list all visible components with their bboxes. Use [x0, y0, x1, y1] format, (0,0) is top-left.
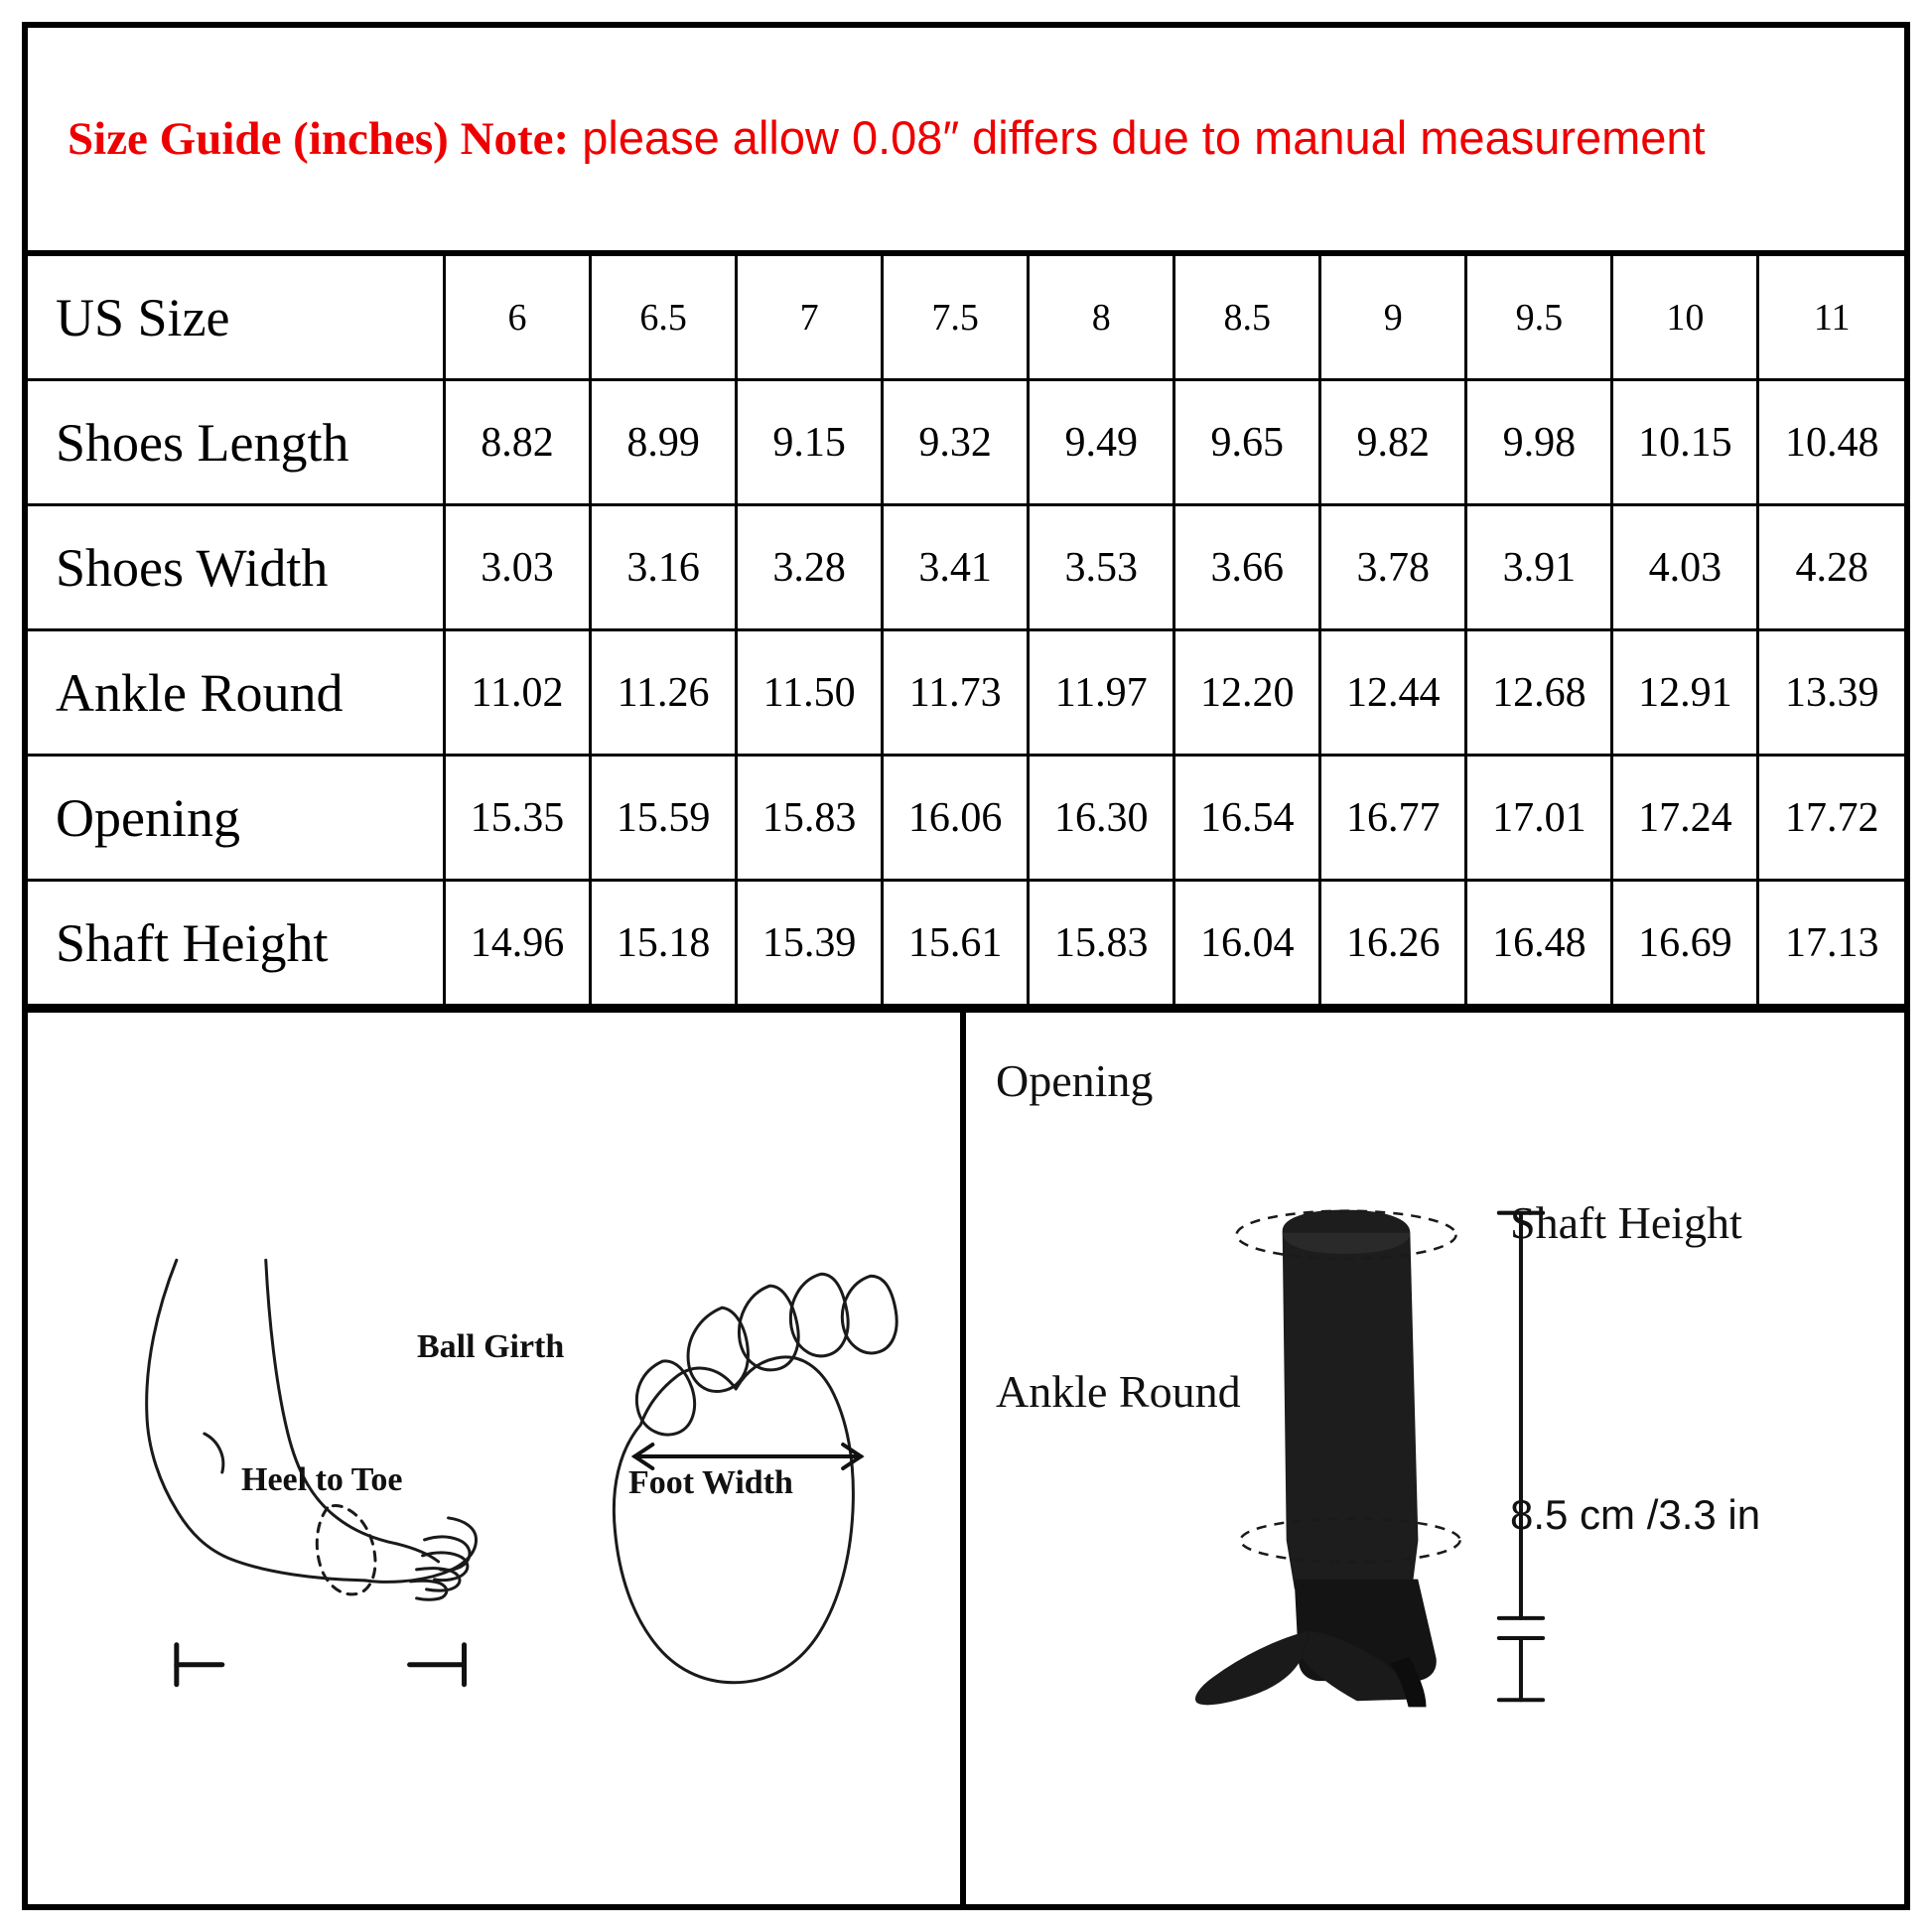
- note-text-container: [68, 110, 1706, 167]
- row-label-opening: Opening: [28, 756, 445, 881]
- boot-measurement-panel: [966, 1013, 1904, 1904]
- cell-opening-5: 16.30: [1029, 756, 1174, 881]
- size-col-5: 8: [1029, 256, 1174, 380]
- cell-opening-4: 16.06: [883, 756, 1029, 881]
- cell-ankle-round-4: 11.73: [883, 630, 1029, 756]
- size-table-body: [28, 256, 1904, 1006]
- cell-ankle-round-8: 12.68: [1466, 630, 1612, 756]
- cell-shaft-height-8: 16.48: [1466, 881, 1612, 1006]
- cell-shoes-width-9: 4.03: [1612, 505, 1758, 630]
- foot-measurement-panel: [28, 1013, 966, 1904]
- size-guide-note: [28, 28, 1904, 256]
- cell-opening-10: 17.72: [1758, 756, 1904, 881]
- table-header-row: [28, 256, 1904, 380]
- cell-shoes-width-10: 4.28: [1758, 505, 1904, 630]
- cell-shoes-length-10: 10.48: [1758, 380, 1904, 505]
- table-row: [28, 630, 1904, 756]
- cell-opening-2: 15.59: [591, 756, 737, 881]
- cell-ankle-round-1: 11.02: [445, 630, 591, 756]
- size-col-9: 10: [1612, 256, 1758, 380]
- foot-width-label: Foot Width: [628, 1464, 793, 1501]
- cell-ankle-round-6: 12.20: [1174, 630, 1320, 756]
- table-row: [28, 505, 1904, 630]
- size-col-7: 9: [1320, 256, 1466, 380]
- size-col-3: 7: [737, 256, 883, 380]
- size-col-2: 6.5: [591, 256, 737, 380]
- cell-shoes-width-8: 3.91: [1466, 505, 1612, 630]
- boot-diagram: [966, 1013, 1904, 1904]
- cell-shoes-length-6: 9.65: [1174, 380, 1320, 505]
- size-col-6: 8.5: [1174, 256, 1320, 380]
- cell-opening-6: 16.54: [1174, 756, 1320, 881]
- header-label-us-size: US Size: [28, 256, 445, 380]
- cell-shoes-length-5: 9.49: [1029, 380, 1174, 505]
- shaft-height-label: Shaft Height: [1510, 1197, 1742, 1248]
- cell-shoes-length-9: 10.15: [1612, 380, 1758, 505]
- table-row: [28, 756, 1904, 881]
- cell-shoes-width-6: 3.66: [1174, 505, 1320, 630]
- size-table-wrapper: [28, 256, 1904, 1007]
- cell-shaft-height-10: 17.13: [1758, 881, 1904, 1006]
- cell-opening-3: 15.83: [737, 756, 883, 881]
- row-label-shoes-width: Shoes Width: [28, 505, 445, 630]
- ball-girth-label: Ball Girth: [417, 1328, 565, 1365]
- cell-shaft-height-5: 15.83: [1029, 881, 1174, 1006]
- note-detail: please allow 0.08″ differs due to manual measurement: [569, 111, 1706, 165]
- cell-shoes-length-4: 9.32: [883, 380, 1029, 505]
- cell-ankle-round-9: 12.91: [1612, 630, 1758, 756]
- cell-opening-1: 15.35: [445, 756, 591, 881]
- size-col-4: 7.5: [883, 256, 1029, 380]
- ankle-round-label: Ankle Round: [996, 1366, 1241, 1417]
- cell-ankle-round-7: 12.44: [1320, 630, 1466, 756]
- foot-diagram: [28, 1013, 960, 1904]
- cell-shoes-length-7: 9.82: [1320, 380, 1466, 505]
- cell-shaft-height-2: 15.18: [591, 881, 737, 1006]
- opening-label: Opening: [996, 1055, 1154, 1106]
- note-title: Size Guide (inches) Note:: [68, 113, 570, 166]
- table-row: [28, 380, 1904, 505]
- cell-opening-7: 16.77: [1320, 756, 1466, 881]
- row-label-ankle-round: Ankle Round: [28, 630, 445, 756]
- cell-shoes-length-8: 9.98: [1466, 380, 1612, 505]
- cell-shoes-length-2: 8.99: [591, 380, 737, 505]
- heel-to-toe-label: Heel to Toe: [241, 1461, 403, 1498]
- cell-shoes-width-1: 3.03: [445, 505, 591, 630]
- size-col-1: 6: [445, 256, 591, 380]
- cell-shaft-height-6: 16.04: [1174, 881, 1320, 1006]
- cell-opening-8: 17.01: [1466, 756, 1612, 881]
- row-label-shaft-height: Shaft Height: [28, 881, 445, 1006]
- cell-shoes-width-4: 3.41: [883, 505, 1029, 630]
- cell-ankle-round-10: 13.39: [1758, 630, 1904, 756]
- cell-shoes-width-2: 3.16: [591, 505, 737, 630]
- heel-height-label: 8.5 cm /3.3 in: [1510, 1491, 1761, 1538]
- chart-frame: [22, 22, 1910, 1910]
- size-table: [28, 256, 1904, 1007]
- cell-ankle-round-2: 11.26: [591, 630, 737, 756]
- cell-shoes-width-5: 3.53: [1029, 505, 1174, 630]
- cell-shaft-height-3: 15.39: [737, 881, 883, 1006]
- cell-opening-9: 17.24: [1612, 756, 1758, 881]
- table-row: [28, 881, 1904, 1006]
- cell-shoes-length-1: 8.82: [445, 380, 591, 505]
- cell-shaft-height-7: 16.26: [1320, 881, 1466, 1006]
- illustration-area: [28, 1007, 1904, 1904]
- cell-shoes-width-3: 3.28: [737, 505, 883, 630]
- cell-shoes-width-7: 3.78: [1320, 505, 1466, 630]
- row-label-shoes-length: Shoes Length: [28, 380, 445, 505]
- cell-ankle-round-3: 11.50: [737, 630, 883, 756]
- cell-shoes-length-3: 9.15: [737, 380, 883, 505]
- cell-ankle-round-5: 11.97: [1029, 630, 1174, 756]
- cell-shaft-height-1: 14.96: [445, 881, 591, 1006]
- size-col-8: 9.5: [1466, 256, 1612, 380]
- cell-shaft-height-4: 15.61: [883, 881, 1029, 1006]
- cell-shaft-height-9: 16.69: [1612, 881, 1758, 1006]
- size-col-10: 11: [1758, 256, 1904, 380]
